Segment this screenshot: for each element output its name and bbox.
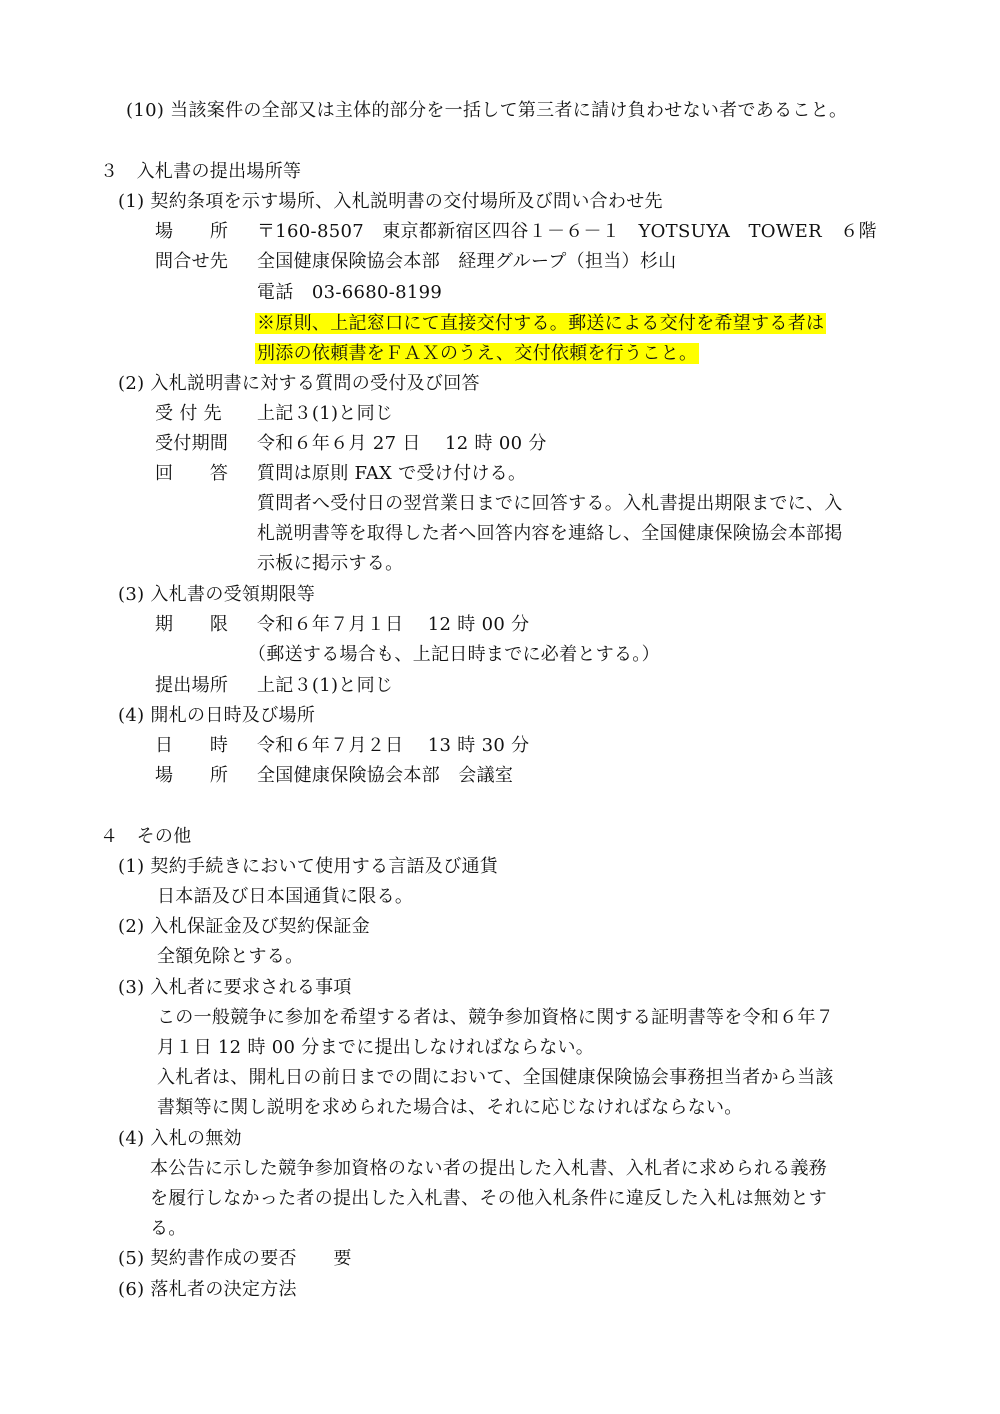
contact-value: 全国健康保険協会本部 経理グループ（担当）杉山 xyxy=(257,251,677,272)
phone-number: 電話 03-6680-8199 xyxy=(257,282,443,303)
answer-value-4: 示板に掲示する。 xyxy=(257,553,404,574)
highlighted-text: ※原則、上記窓口にて直接交付する。郵送による交付を希望する者は xyxy=(257,313,825,334)
section-3-4-title: (4) 開札の日時及び場所 xyxy=(118,705,316,726)
deadline-value: 令和６年７月１日 12 時 00 分 xyxy=(257,614,530,635)
opening-time-value: 令和６年７月２日 13 時 30 分 xyxy=(257,735,530,756)
section-4-heading: ４ その他 xyxy=(100,826,192,847)
reception-row xyxy=(155,401,393,427)
reception-period-value: 令和６年６月 27 日 12 時 00 分 xyxy=(257,433,547,454)
submission-place-label: 提出場所 xyxy=(155,675,229,696)
contact-row xyxy=(155,249,676,275)
section-4-3-body-2: 月１日 12 時 00 分までに提出しなければならない。 xyxy=(157,1037,595,1058)
deadline-note: （郵送する場合も、上記日時までに必着とする。） xyxy=(248,644,660,665)
opening-place-value: 全国健康保険協会本部 会議室 xyxy=(257,765,514,786)
section-4-5-title: (5) 契約書作成の要否 要 xyxy=(118,1248,352,1269)
section-4-4-body-1: 本公告に示した競争参加資格のない者の提出した入札書、入札者に求められる義務 xyxy=(150,1158,828,1179)
answer-value-2: 質問者へ受付日の翌営業日までに回答する。入札書提出期限までに、入 xyxy=(257,493,843,514)
section-3-3-title: (3) 入札書の受領期限等 xyxy=(118,584,316,605)
section-3-heading: ３ 入札書の提出場所等 xyxy=(100,161,302,182)
deadline-row xyxy=(155,612,529,638)
highlighted-text: 別添の依頼書をＦＡＸのうえ、交付依頼を行うこと。 xyxy=(257,343,698,364)
opening-place-row xyxy=(155,763,513,789)
answer-value-1: 質問は原則 FAX で受け付ける。 xyxy=(257,463,527,484)
reception-value: 上記３(1)と同じ xyxy=(257,403,394,424)
submission-place-value: 上記３(1)と同じ xyxy=(257,675,394,696)
submission-place-row xyxy=(155,673,393,699)
place-row xyxy=(155,219,877,245)
opening-time-row xyxy=(155,733,529,759)
section-4-3-body-1: この一般競争に参加を希望する者は、競争参加資格に関する証明書等を令和６年７ xyxy=(157,1007,835,1028)
opening-place-label: 場 所 xyxy=(155,765,229,786)
highlight-note-line-1 xyxy=(255,311,826,337)
section-3-2-title: (2) 入札説明書に対する質問の受付及び回答 xyxy=(118,373,480,394)
section-4-6-title: (6) 落札者の決定方法 xyxy=(118,1279,297,1300)
section-4-2-title: (2) 入札保証金及び契約保証金 xyxy=(118,916,371,937)
section-4-3-body-4: 書類等に関し説明を求められた場合は、それに応じなければならない。 xyxy=(157,1097,743,1118)
deadline-label: 期 限 xyxy=(155,614,229,635)
section-4-2-body: 全額免除とする。 xyxy=(157,946,304,967)
highlight-note-line-2 xyxy=(255,341,699,367)
reception-label: 受 付 先 xyxy=(155,403,222,424)
section-4-3-title: (3) 入札者に要求される事項 xyxy=(118,977,352,998)
item-10-text: (10) 当該案件の全部又は主体的部分を一括して第三者に請け負わせない者であること。 xyxy=(126,100,848,121)
answer-row xyxy=(155,461,526,487)
section-4-4-title: (4) 入札の無効 xyxy=(118,1128,242,1149)
place-value: 〒160-8507 東京都新宿区四谷１－６－１ YOTSUYA TOWER ６階 xyxy=(257,221,877,242)
reception-period-row xyxy=(155,431,547,457)
opening-time-label: 日 時 xyxy=(155,735,229,756)
reception-period-label: 受付期間 xyxy=(155,433,229,454)
section-4-1-body: 日本語及び日本国通貨に限る。 xyxy=(157,886,414,907)
section-3-1-title: (1) 契約条項を示す場所、入札説明書の交付場所及び問い合わせ先 xyxy=(118,191,663,212)
section-4-4-body-3: る。 xyxy=(150,1218,187,1239)
section-4-3-body-3: 入札者は、開札日の前日までの間において、全国健康保険協会事務担当者から当該 xyxy=(157,1067,834,1088)
section-4-1-title: (1) 契約手続きにおいて使用する言語及び通貨 xyxy=(118,856,499,877)
answer-label: 回 答 xyxy=(155,463,229,484)
section-4-4-body-2: を履行しなかった者の提出した入札書、その他入札条件に違反した入札は無効とす xyxy=(150,1188,828,1209)
place-label: 場 所 xyxy=(155,221,229,242)
answer-value-3: 札説明書等を取得した者へ回答内容を連絡し、全国健康保険協会本部掲 xyxy=(257,523,843,544)
contact-label: 問合せ先 xyxy=(155,251,229,272)
